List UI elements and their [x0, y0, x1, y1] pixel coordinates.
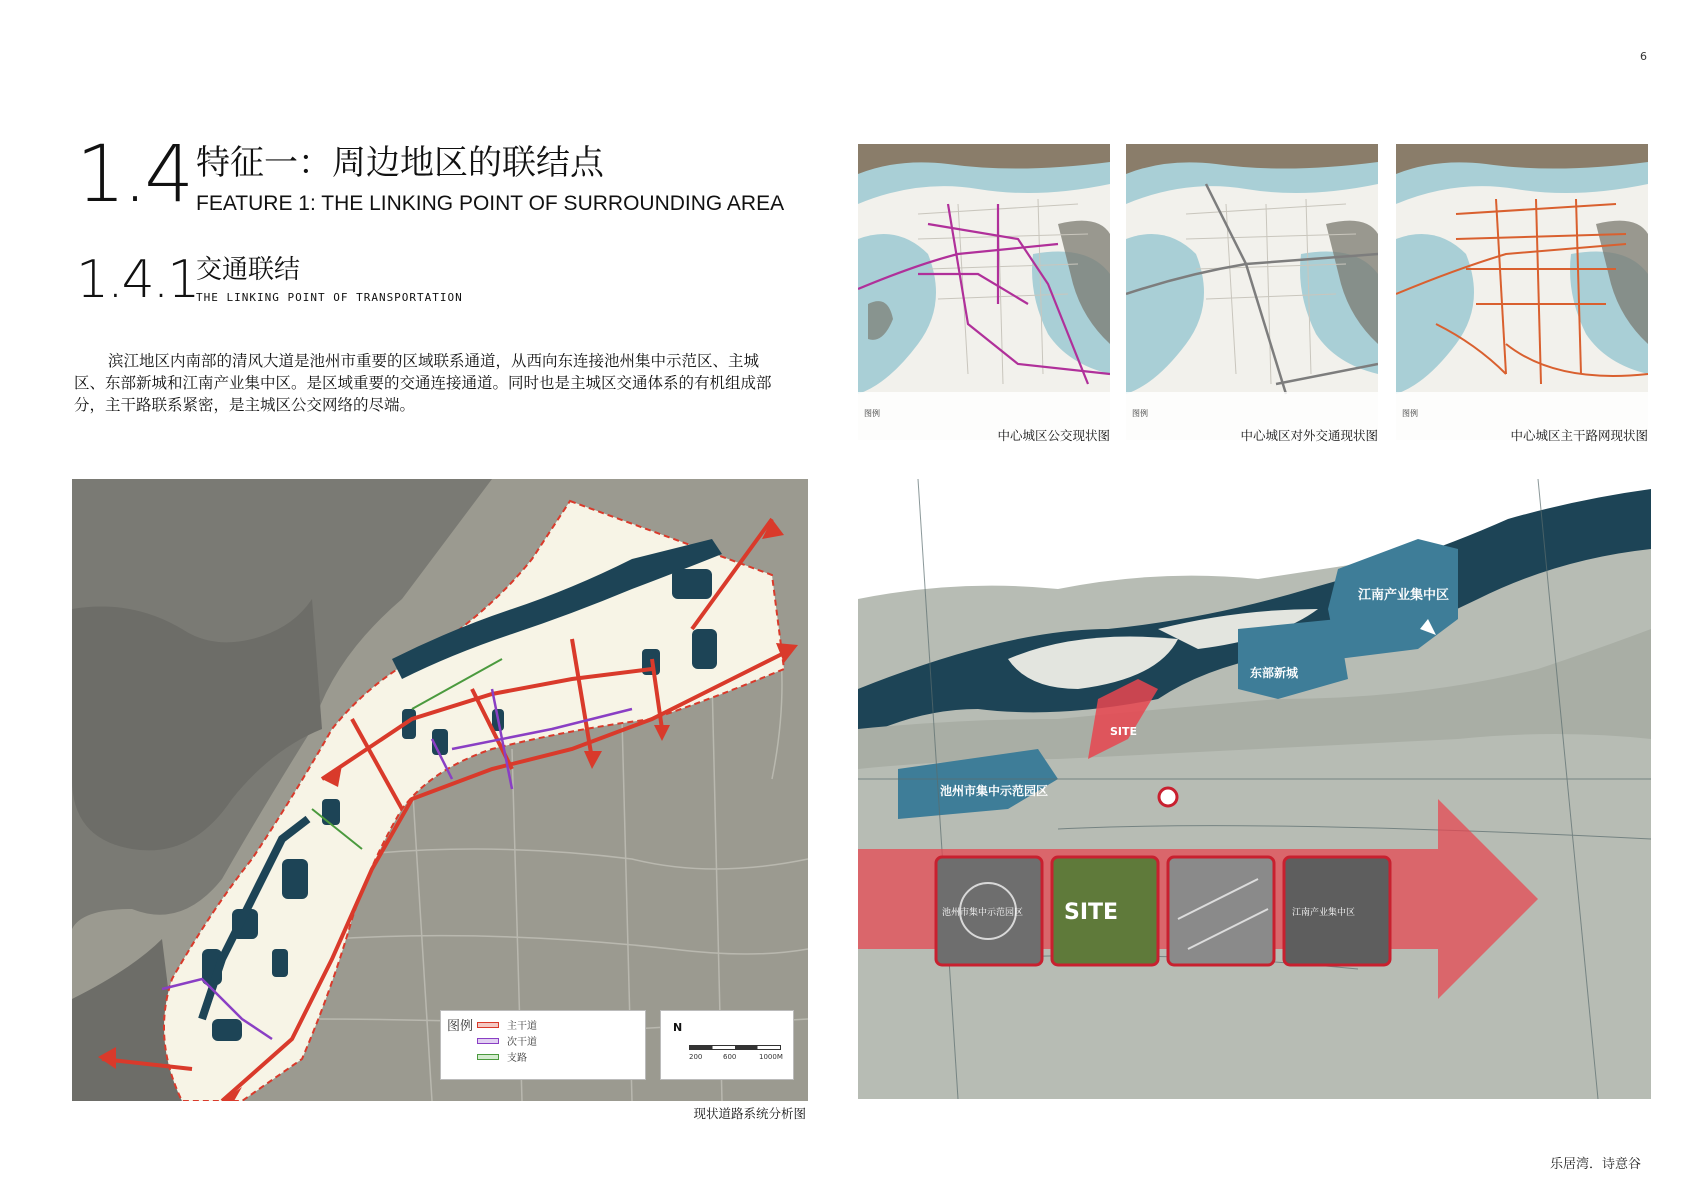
- panel-label-site: SITE: [1064, 900, 1119, 925]
- panel-3: [1168, 857, 1274, 965]
- thumbnail-arterial-map: [1396, 144, 1648, 440]
- road-system-map: [72, 479, 808, 1101]
- label-dongbu: 东部新城: [1250, 666, 1299, 680]
- scale-line: [689, 1045, 781, 1050]
- thumbnail-caption-arterial: 中心城区主干路网现状图: [1510, 428, 1648, 443]
- subsection-number: 1.4.1: [76, 250, 199, 310]
- panel-1: [936, 857, 1042, 965]
- subsection-title-en: THE LINKING POINT OF TRANSPORTATION: [196, 291, 463, 304]
- scale-tick-2: 600: [723, 1053, 737, 1061]
- legend-swatch-secondary: [477, 1038, 499, 1044]
- thumbnail-bus-map: [858, 144, 1110, 440]
- panel-label-jiangnan: 江南产业集中区: [1292, 908, 1356, 918]
- body-paragraph: 滨江地区内南部的清风大道是池州市重要的区域联系通道，从西向东连接池州集中示范区、主城区、东部新城和江南产业集中区。是区域重要的交通连接通道。同时也是主城区交通体系的有机组成部分，主干路联系紧密，是主城区公交网络的尽端。: [74, 352, 772, 414]
- thumb-legend-label: 图例: [864, 409, 880, 418]
- main-map-caption: 现状道路系统分析图: [693, 1106, 806, 1121]
- label-chizhou: 池州市集中示范园区: [940, 784, 1049, 798]
- section-title-en: FEATURE 1: THE LINKING POINT OF SURROUNDING AREA: [196, 192, 785, 215]
- thumb-legend-label: 图例: [1132, 409, 1148, 418]
- scale-bar: [660, 1010, 794, 1080]
- map-legend: [440, 1010, 646, 1080]
- legend-swatch-branch: [477, 1054, 499, 1060]
- legend-item-branch-road: [477, 1049, 527, 1064]
- thumbnail-caption-bus: 中心城区公交现状图: [997, 428, 1110, 443]
- panel-label-chizhou: 池州市集中示范园区: [942, 908, 1024, 918]
- thumbnail-external-traffic-map: [1126, 144, 1378, 440]
- legend-item-secondary-road: [477, 1033, 537, 1048]
- thumbnail-caption-external: 中心城区对外交通现状图: [1240, 428, 1378, 443]
- legend-label-secondary: 次干道: [507, 1037, 537, 1048]
- legend-label-main: 主干道: [507, 1021, 537, 1032]
- legend-title: 图例: [447, 1019, 474, 1034]
- label-site: SITE: [1110, 725, 1138, 738]
- north-arrow-icon: N: [673, 1021, 683, 1034]
- thumb-legend-label: 图例: [1402, 409, 1418, 418]
- footer-brand: 乐居湾．诗意谷: [1550, 1157, 1642, 1172]
- section-title-cn: 特征一：周边地区的联结点: [196, 143, 604, 183]
- section-number: 1.4: [76, 130, 192, 220]
- legend-item-main-road: [477, 1017, 537, 1032]
- legend-swatch-main: [477, 1022, 499, 1028]
- scale-tick-1: 200: [689, 1053, 703, 1061]
- subsection-title-cn: 交通联结: [196, 255, 301, 285]
- regional-map: [858, 479, 1651, 1099]
- legend-label-branch: 支路: [507, 1053, 527, 1064]
- scale-tick-3: 1000M: [759, 1053, 783, 1061]
- panel-site: [1052, 857, 1158, 965]
- panel-4: [1284, 857, 1390, 965]
- label-jiangnan: 江南产业集中区: [1358, 588, 1450, 603]
- rail-station-icon: [1159, 788, 1177, 806]
- page-number: 6: [1640, 50, 1647, 63]
